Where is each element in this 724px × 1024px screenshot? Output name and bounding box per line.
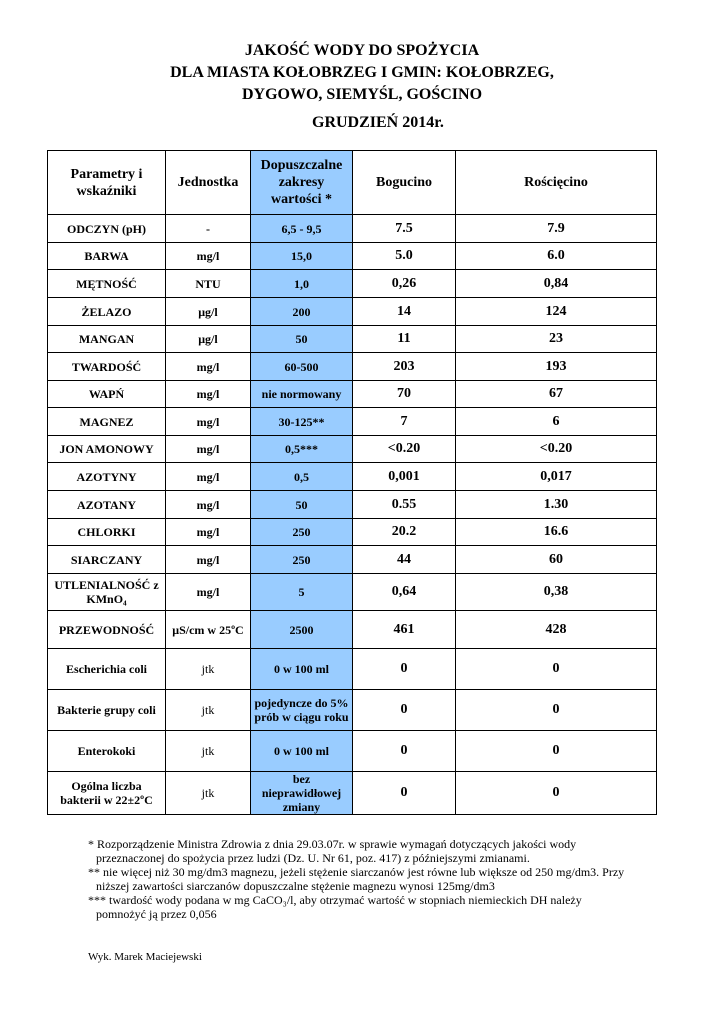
- roscięcino-value-cell: 0,84: [456, 270, 657, 298]
- allowed-range-cell: 0,5: [251, 463, 353, 491]
- allowed-range-cell: 0,5***: [251, 436, 353, 463]
- allowed-range-cell: 0 w 100 ml: [251, 649, 353, 690]
- allowed-range-cell: 60-500: [251, 353, 353, 381]
- parameter-cell: SIARCZANY: [48, 546, 166, 574]
- bogucino-value-cell: 70: [353, 381, 456, 408]
- allowed-range-cell: 1,0: [251, 270, 353, 298]
- col-header-allowed-range: Dopuszczalne zakresy wartości *: [251, 151, 353, 215]
- roscięcino-value-cell: 6: [456, 408, 657, 436]
- unit-cell: mg/l: [166, 574, 251, 611]
- bogucino-value-cell: 203: [353, 353, 456, 381]
- allowed-range-cell: 200: [251, 298, 353, 326]
- bogucino-value-cell: 0,26: [353, 270, 456, 298]
- table-body: [48, 215, 657, 815]
- water-quality-table: [47, 150, 657, 815]
- table-row: [48, 649, 657, 690]
- parameter-cell: AZOTYNY: [48, 463, 166, 491]
- allowed-range-cell: pojedyncze do 5% prób w ciągu roku: [251, 690, 353, 731]
- unit-cell: mg/l: [166, 436, 251, 463]
- title-line-2: DLA MIASTA KOŁOBRZEG I GMIN: KOŁOBRZEG,: [170, 64, 554, 81]
- parameter-cell: UTLENIALNOŚĆ z KMnO₄: [48, 574, 166, 611]
- roscięcino-value-cell: 0: [456, 690, 657, 731]
- roscięcino-value-cell: 0: [456, 649, 657, 690]
- table-row: [48, 772, 657, 815]
- title-line-3: DYGOWO, SIEMYŚL, GOŚCINO: [241, 86, 483, 103]
- parameter-cell: Bakterie grupy coli: [48, 690, 166, 731]
- roscięcino-value-cell: 16.6: [456, 519, 657, 546]
- footnote-3-cont: pomnożyć ją przez 0,056: [96, 907, 217, 921]
- unit-cell: jtk: [166, 731, 251, 772]
- roscięcino-value-cell: 124: [456, 298, 657, 326]
- parameter-cell: WAPŃ: [48, 381, 166, 408]
- allowed-range-cell: 2500: [251, 611, 353, 649]
- bogucino-value-cell: 11: [353, 326, 456, 353]
- roscięcino-value-cell: 6.0: [456, 243, 657, 270]
- footnote-2: ** nie więcej niż 30 mg/dm3 magnezu, jeżeli stężenie siarczanów jest równe lub większe od 250 mg/dm3. Przy: [88, 865, 625, 879]
- roscięcino-value-cell: 67: [456, 381, 657, 408]
- col-header-unit: Jednostka: [166, 151, 251, 215]
- unit-cell: mg/l: [166, 381, 251, 408]
- unit-cell: jtk: [166, 690, 251, 731]
- bogucino-value-cell: 461: [353, 611, 456, 649]
- parameter-cell: Enterokoki: [48, 731, 166, 772]
- parameter-cell: PRZEWODNOŚĆ: [48, 611, 166, 649]
- allowed-range-cell: 50: [251, 326, 353, 353]
- table-row: [48, 353, 657, 381]
- bogucino-value-cell: 14: [353, 298, 456, 326]
- bogucino-value-cell: 0: [353, 690, 456, 731]
- table-row: [48, 326, 657, 353]
- unit-cell: μg/l: [166, 326, 251, 353]
- parameter-cell: MAGNEZ: [48, 408, 166, 436]
- allowed-range-cell: 250: [251, 519, 353, 546]
- unit-cell: mg/l: [166, 408, 251, 436]
- bogucino-value-cell: 0.55: [353, 491, 456, 519]
- parameter-cell: MANGAN: [48, 326, 166, 353]
- allowed-range-cell: 5: [251, 574, 353, 611]
- table-row: [48, 690, 657, 731]
- parameter-cell: CHLORKI: [48, 519, 166, 546]
- allowed-range-cell: nie normowany: [251, 381, 353, 408]
- roscięcino-value-cell: 193: [456, 353, 657, 381]
- unit-cell: mg/l: [166, 243, 251, 270]
- parameter-cell: Escherichia coli: [48, 649, 166, 690]
- table-row: [48, 215, 657, 243]
- parameter-cell: ŻELAZO: [48, 298, 166, 326]
- table-row: [48, 519, 657, 546]
- parameter-cell: AZOTANY: [48, 491, 166, 519]
- unit-cell: jtk: [166, 772, 251, 815]
- parameter-cell: ODCZYN (pH): [48, 215, 166, 243]
- roscięcino-value-cell: 7.9: [456, 215, 657, 243]
- footnote-2-cont: niższej zawartości siarczanów dopuszczalne stężenie magnezu wynosi 125mg/dm3: [96, 879, 495, 893]
- report-period: GRUDZIEŃ 2014r.: [312, 114, 444, 131]
- footnotes: [88, 837, 648, 921]
- bogucino-value-cell: 0,001: [353, 463, 456, 491]
- roscięcino-value-cell: 428: [456, 611, 657, 649]
- roscięcino-value-cell: 60: [456, 546, 657, 574]
- allowed-range-cell: bez nieprawidłowej zmiany: [251, 772, 353, 815]
- table-row: [48, 408, 657, 436]
- table-row: [48, 463, 657, 491]
- footnote-3: *** twardość wody podana w mg CaCO₃/l, aby otrzymać wartość w stopniach niemieckich DH należy: [88, 893, 582, 907]
- table-row: [48, 381, 657, 408]
- footnote-1: * Rozporządzenie Ministra Zdrowia z dnia 29.03.07r. w sprawie wymagań dotyczących jakości wody: [88, 837, 577, 851]
- allowed-range-cell: 15,0: [251, 243, 353, 270]
- roscięcino-value-cell: 0,017: [456, 463, 657, 491]
- table-row: [48, 574, 657, 611]
- roscięcino-value-cell: <0.20: [456, 436, 657, 463]
- unit-cell: jtk: [166, 649, 251, 690]
- allowed-range-cell: 30-125**: [251, 408, 353, 436]
- roscięcino-value-cell: 1.30: [456, 491, 657, 519]
- bogucino-value-cell: 0: [353, 772, 456, 815]
- allowed-range-cell: 0 w 100 ml: [251, 731, 353, 772]
- roscięcino-value-cell: 0,38: [456, 574, 657, 611]
- unit-cell: mg/l: [166, 491, 251, 519]
- footnote-1-cont: przeznaczonej do spożycia przez ludzi (Dz. U. Nr 61, poz. 417) z późniejszymi zmianami.: [96, 851, 530, 865]
- roscięcino-value-cell: 0: [456, 772, 657, 815]
- parameter-cell: BARWA: [48, 243, 166, 270]
- unit-cell: mg/l: [166, 353, 251, 381]
- bogucino-value-cell: 7.5: [353, 215, 456, 243]
- col-header-bogucino: Bogucino: [353, 151, 456, 215]
- parameter-cell: JON AMONOWY: [48, 436, 166, 463]
- table-row: [48, 731, 657, 772]
- allowed-range-cell: 250: [251, 546, 353, 574]
- author-credit: Wyk. Marek Maciejewski: [88, 951, 202, 963]
- bogucino-value-cell: <0.20: [353, 436, 456, 463]
- bogucino-value-cell: 7: [353, 408, 456, 436]
- parameter-cell: MĘTNOŚĆ: [48, 270, 166, 298]
- title-line-1: JAKOŚĆ WODY DO SPOŻYCIA: [244, 42, 480, 59]
- bogucino-value-cell: 0: [353, 649, 456, 690]
- allowed-range-cell: 50: [251, 491, 353, 519]
- roscięcino-value-cell: 0: [456, 731, 657, 772]
- unit-cell: NTU: [166, 270, 251, 298]
- table-row: [48, 611, 657, 649]
- bogucino-value-cell: 5.0: [353, 243, 456, 270]
- unit-cell: μS/cm w 25ºC: [166, 611, 251, 649]
- table-row: [48, 270, 657, 298]
- table-row: [48, 546, 657, 574]
- bogucino-value-cell: 0: [353, 731, 456, 772]
- col-header-roscięcino: Rościęcino: [456, 151, 657, 215]
- parameter-cell: TWARDOŚĆ: [48, 353, 166, 381]
- bogucino-value-cell: 0,64: [353, 574, 456, 611]
- table-row: [48, 491, 657, 519]
- unit-cell: -: [166, 215, 251, 243]
- unit-cell: mg/l: [166, 519, 251, 546]
- bogucino-value-cell: 20.2: [353, 519, 456, 546]
- parameter-cell: Ogólna liczba bakterii w 22±2ºC: [48, 772, 166, 815]
- table-row: [48, 243, 657, 270]
- table-row: [48, 298, 657, 326]
- roscięcino-value-cell: 23: [456, 326, 657, 353]
- allowed-range-cell: 6,5 - 9,5: [251, 215, 353, 243]
- col-header-parameter: Parametry i wskaźniki: [48, 151, 166, 215]
- unit-cell: mg/l: [166, 546, 251, 574]
- bogucino-value-cell: 44: [353, 546, 456, 574]
- table-row: [48, 436, 657, 463]
- table-header-row: [48, 151, 657, 215]
- unit-cell: mg/l: [166, 463, 251, 491]
- unit-cell: μg/l: [166, 298, 251, 326]
